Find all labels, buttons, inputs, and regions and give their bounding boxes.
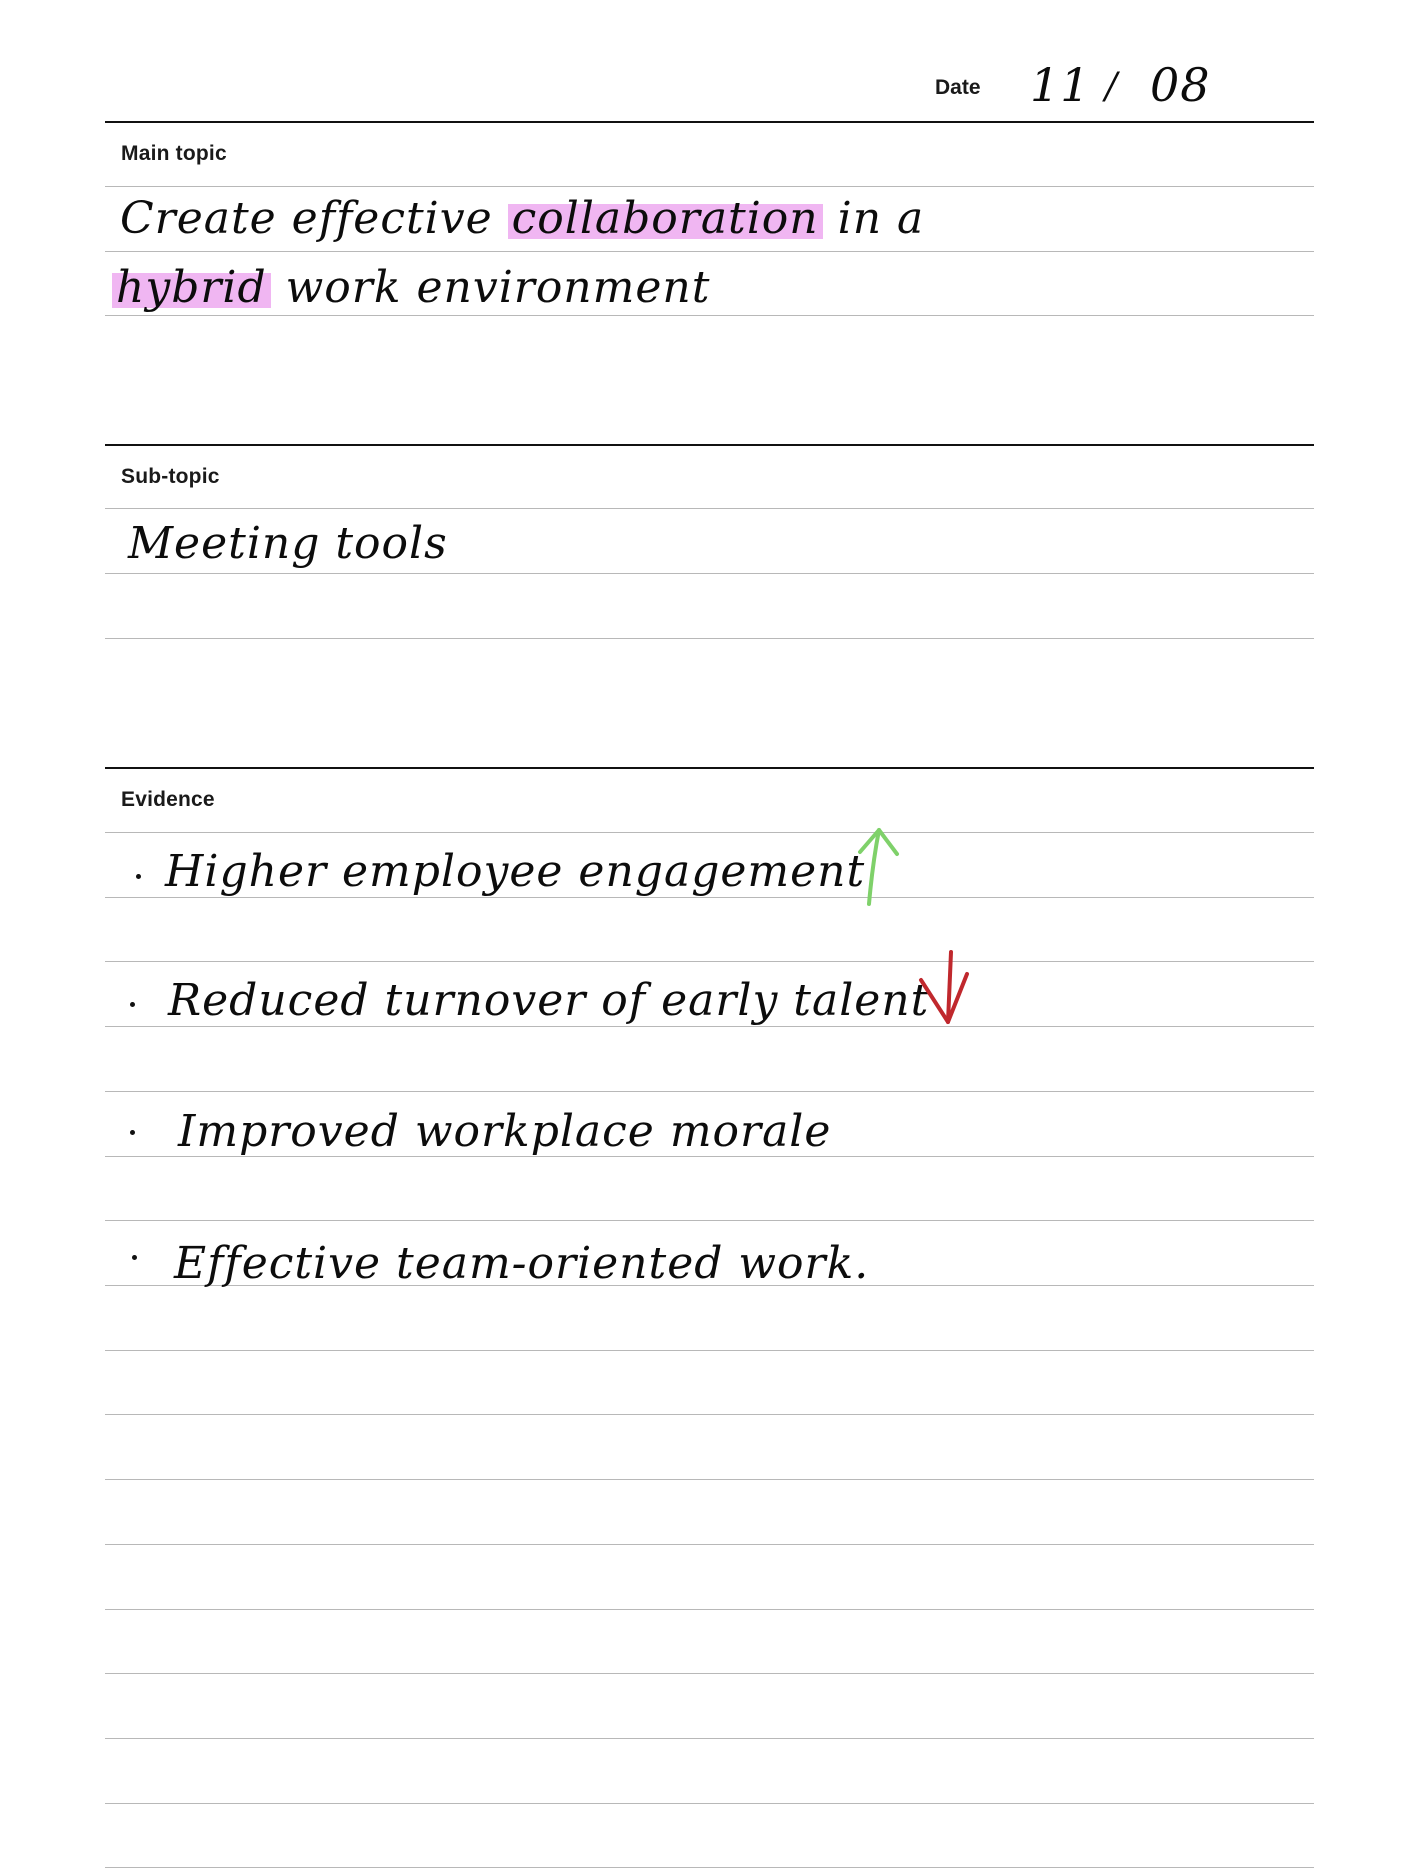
main-topic-text: in a (837, 193, 925, 244)
ruled-line (105, 1414, 1314, 1415)
ruled-line (105, 638, 1314, 639)
highlighted-word: collaboration (508, 193, 823, 244)
evidence-item-3: Improved workplace morale (178, 1106, 832, 1157)
main-topic-text: Create effective (120, 193, 493, 244)
evidence-divider (105, 767, 1314, 769)
ruled-line (105, 897, 1314, 898)
sub-topic-label: Sub-topic (121, 465, 220, 488)
evidence-item-2: Reduced turnover of early talent (168, 975, 930, 1026)
evidence-item-4: Effective team-oriented work. (174, 1238, 870, 1289)
date-day: 11 (1030, 58, 1091, 112)
ruled-line (105, 251, 1314, 252)
evidence-item-1: Higher employee engagement (165, 846, 866, 897)
ruled-line (105, 1479, 1314, 1480)
ruled-line (105, 573, 1314, 574)
main-topic-line-1 (120, 193, 924, 244)
main-topic-text: work environment (285, 262, 711, 313)
sub-topic-text: Meeting tools (128, 518, 448, 569)
ruled-line (105, 1026, 1314, 1027)
ruled-line (105, 961, 1314, 962)
ruled-line (105, 1609, 1314, 1610)
bullet-dot (136, 874, 141, 879)
date-month: 08 (1150, 58, 1211, 112)
sub-topic-divider (105, 444, 1314, 446)
ruled-line (105, 1803, 1314, 1804)
ruled-line (105, 832, 1314, 833)
main-topic-divider (105, 121, 1314, 123)
arrow-down-icon (915, 948, 971, 1026)
highlighted-word: hybrid (112, 262, 271, 313)
ruled-line (105, 508, 1314, 509)
bullet-dot (132, 1255, 137, 1260)
main-topic-line-2 (112, 262, 710, 313)
bullet-dot (130, 1002, 135, 1007)
ruled-line (105, 1867, 1314, 1868)
ruled-line (105, 1350, 1314, 1351)
bullet-dot (130, 1130, 135, 1135)
ruled-line (105, 186, 1314, 187)
ruled-line (105, 1673, 1314, 1674)
ruled-line (105, 1220, 1314, 1221)
ruled-line (105, 1738, 1314, 1739)
main-topic-label: Main topic (121, 142, 227, 165)
date-label: Date (935, 76, 981, 99)
arrow-up-icon (855, 826, 905, 908)
ruled-line (105, 315, 1314, 316)
date-separator: / (1105, 66, 1119, 107)
ruled-line (105, 1544, 1314, 1545)
ruled-line (105, 1091, 1314, 1092)
evidence-label: Evidence (121, 788, 215, 811)
